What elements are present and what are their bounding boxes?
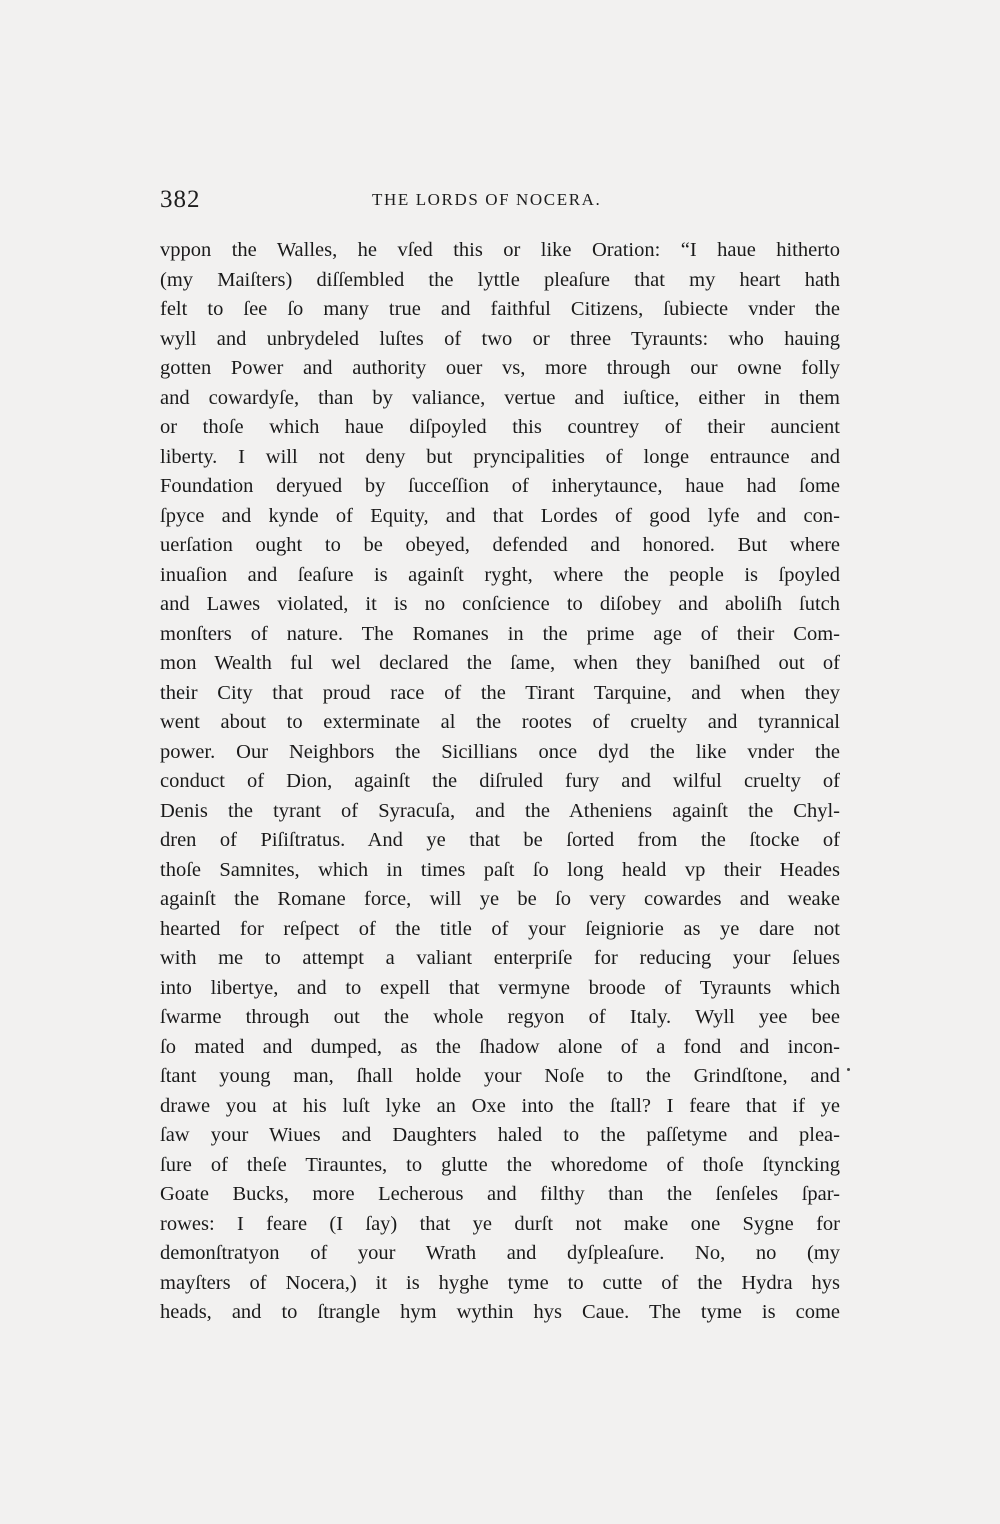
- text-line: Denis the tyrant of Syracuſa, and the Atheniens againſt the Chyl-: [160, 799, 840, 822]
- text-line: and Lawes violated, it is no conſcience to diſobey and aboliſh ſutch: [160, 593, 840, 615]
- text-line: mon Wealth ful wel declared the ſame, when they baniſhed out of: [160, 652, 840, 674]
- text-line: heads, and to ſtrangle hym wythin hys Caue. The tyme is come: [160, 1301, 840, 1323]
- text-line: drawe you at his luſt lyke an Oxe into the ſtall? I feare that if ye: [160, 1094, 840, 1117]
- text-line: ſaw your Wiues and Daughters haled to the paſſetyme and plea-: [160, 1124, 840, 1146]
- text-line: dren of Piſiſtratus. And ye that be ſorted from the ſtocke of: [160, 829, 840, 851]
- text-line: inuaſion and ſeaſure is againſt ryght, where the people is ſpoyled: [160, 563, 840, 586]
- text-line: againſt the Romane force, will ye be ſo very cowardes and weake: [160, 888, 840, 910]
- text-line: went about to exterminate al the rootes of cruelty and tyrannical: [160, 711, 840, 733]
- text-line: ſo mated and dumped, as the ſhadow alone of a fond and incon-: [160, 1035, 840, 1058]
- text-line: ſwarme through out the whole regyon of Italy. Wyll yee bee: [160, 1006, 840, 1028]
- body-text: [160, 236, 840, 1328]
- text-line: felt to ſee ſo many true and faithful Citizens, ſubiecte vnder the: [160, 298, 840, 320]
- text-line: power. Our Neighbors the Sicillians once dyd the like vnder the: [160, 740, 840, 763]
- text-line: ſure of theſe Tirauntes, to glutte the whoredome of thoſe ſtyncking: [160, 1153, 840, 1176]
- text-line: wyll and unbrydeled luſtes of two or three Tyraunts: who hauing: [160, 327, 840, 350]
- text-line: demonſtratyon of your Wrath and dyſpleaſure. No, no (my: [160, 1242, 840, 1264]
- text-line: ſpyce and kynde of Equity, and that Lordes of good lyfe and con-: [160, 504, 840, 527]
- text-line: vppon the Walles, he vſed this or like Oration: “I haue hitherto: [160, 239, 840, 261]
- text-line: (my Maiſters) diſſembled the lyttle pleaſure that my heart hath: [160, 268, 840, 291]
- margin-speck: [847, 1068, 850, 1071]
- text-line: hearted for reſpect of the title of your ſeigniorie as ye dare not: [160, 917, 840, 940]
- text-line: monſters of nature. The Romanes in the prime age of their Com-: [160, 622, 840, 645]
- text-line: or thoſe which haue diſpoyled this countrey of their auncient: [160, 416, 840, 438]
- text-line: ſtant young man, ſhall holde your Noſe to the Grindſtone, and: [160, 1065, 840, 1087]
- text-line: and cowardyſe, than by valiance, vertue and iuſtice, either in them: [160, 386, 840, 409]
- text-line: rowes: I feare (I ſay) that ye durſt not make one Sygne for: [160, 1212, 840, 1235]
- text-line: into libertye, and to expell that vermyne broode of Tyraunts which: [160, 976, 840, 999]
- page-number: 382: [160, 186, 201, 213]
- running-title: THE LORDS OF NOCERA.: [372, 190, 602, 209]
- text-line: gotten Power and authority ouer vs, more through our owne folly: [160, 357, 840, 379]
- text-line: with me to attempt a valiant enterpriſe for reducing your ſelues: [160, 947, 840, 969]
- text-line: their City that proud race of the Tirant Tarquine, and when they: [160, 681, 840, 704]
- text-line: Foundation deryued by ſucceſſion of inherytaunce, haue had ſome: [160, 475, 840, 497]
- text-line: thoſe Samnites, which in times paſt ſo long heald vp their Heades: [160, 858, 840, 881]
- text-line: uerſation ought to be obeyed, defended and honored. But where: [160, 534, 840, 556]
- text-line: liberty. I will not deny but pryncipalities of longe entraunce and: [160, 445, 840, 468]
- text-line: conduct of Dion, againſt the diſruled fury and wilful cruelty of: [160, 770, 840, 792]
- text-line: Goate Bucks, more Lecherous and filthy than the ſenſeles ſpar-: [160, 1183, 840, 1205]
- text-line: mayſters of Nocera,) it is hyghe tyme to cutte of the Hydra hys: [160, 1271, 840, 1294]
- running-head: [160, 186, 840, 216]
